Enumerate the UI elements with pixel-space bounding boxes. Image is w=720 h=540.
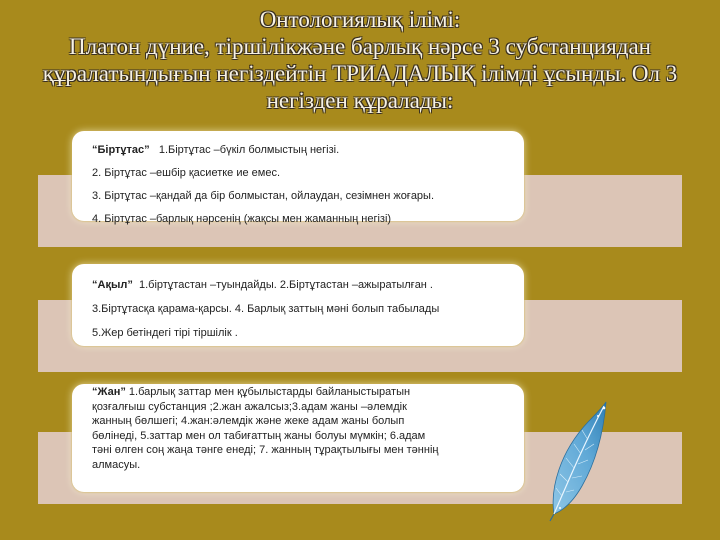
- card-line: бөлінеді, 5.заттар мен ол табиғаттың жаны болуы мүмкін; 6.адам: [92, 429, 426, 442]
- content-card-akyl: [72, 264, 524, 346]
- card-heading: “Жан”: [92, 386, 126, 398]
- feather-icon: [548, 396, 610, 522]
- card-line: 3. Біртұтас –қандай да бір болмыстан, ойлаудан, сезімнен жоғары.: [92, 190, 435, 202]
- card-line: 3.Біртұтасқа қарама-қарсы. 4. Барлық заттың мәні болып табылады: [92, 303, 440, 315]
- slide-title: [0, 6, 720, 114]
- content-card-zhan: [72, 384, 524, 492]
- card-line: 1.барлық заттар мен құбылыстарды байланыстыратын: [128, 386, 411, 398]
- content-card-birtutas: [72, 131, 524, 225]
- card-line: 1.Біртұтас –бүкіл болмыстың негізі.: [158, 144, 340, 156]
- title-line: құралатындығын негіздейтін ТРИАДАЛЫҚ ілімді ұсынды. Ол 3: [42, 61, 678, 86]
- title-line: Онтологиялық ілімі:: [259, 7, 461, 32]
- card-line: 2. Біртұтас –ешбір қасиетке ие емес.: [92, 167, 281, 179]
- card-line: қозғалғыш субстанция ;2.жан ажалсыз;3.адам жаны –әлемдік: [92, 400, 407, 413]
- card-line: алмасуы.: [92, 458, 141, 471]
- card-heading: “Біртұтас”: [92, 144, 150, 156]
- card-line: тәні өлген соң жаңа тәнге енеді; 7. жанның тұрақтылығы мен тәннің: [92, 444, 439, 457]
- title-line: Платон дүние, тіршілікжәне барлық нәрсе 3 субстанциядан: [69, 34, 651, 59]
- title-line: негізден құралады:: [266, 88, 454, 113]
- card-line: 4. Біртұтас –барлық нәрсенің (жақсы мен жаманның негізі): [92, 213, 392, 225]
- card-line: 1.біртұтастан –туындайды. 2.Біртұтастан –ажыратылған .: [138, 279, 433, 291]
- card-heading: “Ақыл”: [92, 279, 133, 291]
- card-line: жанның бөлшегі; 4.жан:әлемдік және жеке адам жаны болып: [92, 415, 405, 428]
- card-line: 5.Жер бетіндегі тірі тіршілік .: [92, 327, 238, 339]
